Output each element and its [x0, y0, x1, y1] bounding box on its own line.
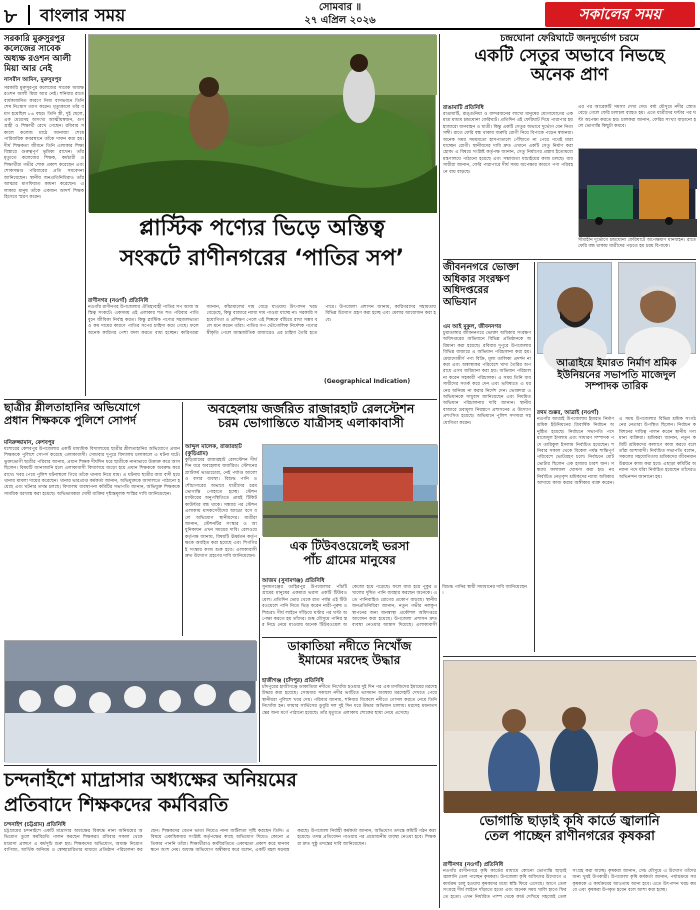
farmer-2-head [350, 54, 368, 72]
story-union-body [537, 410, 696, 650]
drowning-byline: হাজীগঞ্জ (চাঁদপুর) প্রতিনিধি [262, 678, 324, 684]
fuel-headline-2: তেল পাচ্ছেন রাণীনগরের কৃষকরা [484, 828, 655, 844]
ferry-text: রাঙামাটি, রাঙ্গুনিয়া ও বান্দরবানের লাখো মানুষের যোগাযোগের একমাত্র মাধ্যম চন্দ্রঘোনা ফেরিঘাট। প্রতিদিন এই ফেরিঘাট দিয়ে পারাপার হয় হাজারো যানবাহন ও যাত্রী। কিন্তু একটি সেতুর অভাবে দুর্ভোগ যেন নিত্যসঙ্গী। রাতে ফেরি বন্ধ থাকায় জরুরি রোগী নিয়ে বিপাকে পড়েন স্বজনরা। অনেক সময় সময়মতো হাসপাতালে পৌঁছাতে না পেরে পথেই মারা যাচ্ছেন রোগী। স্থানীয়দের দাবি দ্রুত এখানে একটি সেতু নির্মাণ করা হোক। এ বিষয়ে সংশ্লিষ্ট কর্তৃপক্ষ জানান, সেতু নির্মাণের প্রস্তাব ইতোমধ্যে মন্ত্রণালয়ে পাঠানো হয়েছে এবং সম্ভাব্যতা যাচাইয়ের কাজ চলছে। ব্যবসায়ীরা জানান, ফেরি পারাপারে দীর্ঘ সময় অপেক্ষার কারণে পণ্য পরিবহনে ব্যয় বাড়ছে। [443, 112, 573, 175]
pati-headline-2: সংকটে রাণীনগরের ‘পাতির সপ’ [119, 246, 405, 271]
rail-text: কুড়িগ্রামের রাজারহাট রেলস্টেশন দীর্ঘদিন ধরে অবহেলায় জর্জরিত। স্টেশনের প্ল্যাটফর্ম ভাঙাচোরা, নেই পর্যাপ্ত আলো ও বসার ব্যবস্থা। বিশুদ্ধ পানি ও শৌচাগারের অভাবে যাত্রীদের চরম ভোগান্তি পোহাতে হচ্ছে। স্টেশন মাস্টারের অনুপস্থিতিতে প্রায়ই টিকিট কাউন্টার বন্ধ থাকে। সন্ধ্যার পর স্টেশন এলাকায় মাদকসেবীদের আড্ডা বসে বলে অভিযোগ স্থানীয়দের। যাত্রীরা জানান, স্টেশনটির সংস্কার ও আধুনিকায়ন এখন সময়ের দাবি। রেলওয়ে কর্তৃপক্ষ জানায়, বিষয়টি ঊর্ধ্বতন কর্তৃপক্ষকে অবহিত করা হয়েছে এবং শিগগিরই সংস্কার কাজ শুরু হবে। এলাকাবাসী দ্রুত উদ্যোগ গ্রহণের দাবি জানিয়েছেন। [185, 458, 257, 560]
truck-1 [587, 185, 633, 219]
photo-bg [89, 35, 437, 95]
story-tubewell-body [262, 578, 527, 634]
story-rail-head [185, 402, 437, 442]
farmer-1-head [199, 77, 219, 97]
column-rule-4 [182, 402, 183, 636]
consumer-headline-4: অভিযান [443, 296, 477, 308]
consumer-byline: এম আই মুকুল, জীবননগর [443, 324, 502, 330]
column-rule-2 [439, 34, 440, 908]
story-madrasa-body [4, 822, 436, 908]
pati-text: নওগাঁর রাণীনগর উপজেলার ঐতিহ্যবাহী পাতির সপ আজ অস্তিত্ব সংকটে। একসময় এই এলাকার শত শত পরিবার পাতি বুনে জীবিকা নির্বাহ করত। কিন্তু প্লাস্টিক পণ্যের সহজলভ্যতা ও কম দামের কারণে পাতির সপের চাহিদা কমে গেছে। ফলে অনেক কারিগর পেশা বদল করতে বাধ্য হচ্ছেন। কারিগররা জানান, কাঁচামালের দাম বেড়ে যাওয়ায় উৎপাদন খরচ বেড়েছে, কিন্তু বাজারে ন্যায্য দাম পাওয়া যাচ্ছে না। সরকারি সহযোগিতা ও প্রশিক্ষণ পেলে এই শিল্পকে বাঁচিয়ে রাখা সম্ভব বলে মনে করেন তাঁরা। পাতির সপ ভৌগোলিক নির্দেশক পণ্যের স্বীকৃতি পেলে আন্তর্জাতিক বাজারেও এর চাহিদা তৈরি হতে পারে। উপজেলা প্রশাসন জানায়, কারিগরদের সহায়তায় বিভিন্ন উদ্যোগ গ্রহণ করা হচ্ছে এবং মেলার আয়োজন করা হবে। [88, 305, 436, 336]
farmer-1 [189, 90, 229, 150]
madrasa-byline: চন্দনাইশ (চট্টগ্রাম) প্রতিনিধি [4, 822, 66, 828]
story-madrasa-head [4, 768, 436, 820]
consumer-headline-1: জীবননগরে ভোক্তা [443, 262, 519, 273]
station-building [283, 471, 413, 501]
drowning-headline-1: ডাকাতিয়া নদীতে নিখোঁজ [287, 639, 412, 653]
page-number: ৮ [4, 4, 17, 28]
section-title: বাংলার সময় [40, 6, 126, 26]
officer-photo [443, 660, 696, 812]
portrait-photo-1 [537, 262, 612, 354]
rail-headline-2: চরম ভোগান্তিতে যাত্রীসহ এলাকাবাসী [218, 415, 404, 431]
cap-1 [19, 690, 41, 712]
farmers-field-image [89, 35, 437, 213]
column-rule-1 [85, 34, 86, 396]
backdrop [5, 641, 257, 681]
station-roof [283, 467, 413, 473]
ground [263, 501, 438, 537]
ferry-headline-1: একটি সেতুর অভাবে নিভছে [474, 45, 665, 66]
fuel-byline: রাণীনগর (নওগাঁ) প্রতিনিধি [443, 862, 504, 868]
pati-byline: রাণীনগর (নওগাঁ) প্রতিনিধি [88, 298, 149, 304]
masthead [0, 0, 700, 30]
madrasa-text: চট্টগ্রামের চন্দনাইশে একটি মাদ্রাসার অধ্যক্ষের বিরুদ্ধে নানা অনিয়মের অভিযোগ তুলে কর্মবিরতি পালন করছেন শিক্ষকরা। রবিবার সকাল থেকে মাদ্রাসা প্রাঙ্গণে এ কর্মসূচি শুরু হয়। শিক্ষকদের অভিযোগ, অধ্যক্ষ নিয়োগ বাণিজ্য, আর্থিক অনিয়ম ও স্বেচ্ছাচারিতার মাধ্যমে প্রতিষ্ঠান পরিচালনা করছেন। শিক্ষকদের বেতন ভাতা নিয়েও নানা জটিলতা সৃষ্টি করছেন তিনি। এ বিষয়ে একাধিকবার সংশ্লিষ্ট কর্তৃপক্ষের কাছে অভিযোগ দিয়েও কোনো প্রতিকার পাননি তাঁরা। শিক্ষার্থীরাও কর্মবিরতিতে একাত্মতা প্রকাশ করে মানববন্ধনে অংশ নেয়। অধ্যক্ষ অভিযোগ অস্বীকার করে বলেন, একটি মহল ষড়যন্ত্র করছে। উপজেলা নির্বাহী কর্মকর্তা জানান, অভিযোগ তদন্তে কমিটি গঠন করা হয়েছে। তদন্ত প্রতিবেদন পাওয়ার পর প্রয়োজনীয় ব্যবস্থা নেওয়া হবে। শিক্ষকরা দ্রুত সুষ্ঠু তদন্তের দাবি জানিয়েছেন। [4, 829, 436, 854]
tubewell-headline-2: পাঁচ গ্রামের মানুষের [303, 552, 396, 567]
ferry-trucks-photo [578, 148, 696, 236]
story-pati-headline [88, 214, 436, 294]
drowning-text: চাঁদপুরের হাজীগঞ্জে ডাকাতিয়া নদীতে নিখোঁজ হওয়ার দুই দিন পর এক মসজিদের ইমামের মরদেহ উদ্ধার করা হয়েছে। সোমবার সকালে নদীর ভাটিতে ভাসমান অবস্থায় মরদেহটি দেখতে পেয়ে স্থানীয়রা পুলিশে খবর দেয়। পরিবার জানায়, শনিবার বিকেলে নদীতে গোসল করতে নেমে তিনি নিখোঁজ হন। ফায়ার সার্ভিসের ডুবুরি দল দুই দিন ধরে উদ্ধার অভিযান চালায়। মরদেহ ময়নাতদন্তের জন্য মর্গে পাঠানো হয়েছে। তাঁর মৃত্যুতে এলাকায় শোকের ছায়া নেমে এসেছে। [262, 685, 437, 716]
union-byline: রথম শুক্কর, আত্রাই (নওগাঁ) [537, 410, 599, 416]
pati-gi-label: (Geographical Indication) [324, 378, 411, 385]
ferry-kicker: চন্দ্রঘোনা ফেরিঘাটে জনদুর্ভোগ চরমে [500, 33, 639, 44]
ferry-byline: রাঙামাটি প্রতিনিধি [443, 105, 484, 111]
date-label: ২৭ এপ্রিল ২০২৬ [304, 15, 376, 26]
tubewell-text: সুনামগঞ্জের তাহিরপুর উপজেলার পাঁচটি গ্রামের মানুষের একমাত্র ভরসা একটি টিউবওয়েল। প্রতিদিন ভোর থেকে রাত পর্যন্ত এই টিউবওয়েলে পানি নিতে ভিড় করেন নারী-পুরুষ ও শিশুরা। দীর্ঘ লাইনে দাঁড়িয়ে ঘণ্টার পর ঘণ্টা অপেক্ষা করতে হয় তাঁদের। শুষ্ক মৌসুমে পানির স্তর নিচে নেমে যাওয়ায় অনেক টিউবওয়েল অকেজো হয়ে পড়েছে। ফলে বাধ্য হয়ে পুকুর ও খালের দূষিত পানি ব্যবহার করছেন অনেকে। এতে পানিবাহিত রোগের প্রকোপ বাড়ছে। স্থানীয় জনপ্রতিনিধিরা জানান, নতুন গভীর নলকূপ স্থাপনের জন্য জনস্বাস্থ্য প্রকৌশল অধিদপ্তরে আবেদন করা হয়েছে। উপজেলা প্রশাসন দ্রুত ব্যবস্থা নেওয়ার আশ্বাস দিয়েছে। এলাকাবাসী বিশুদ্ধ পানির স্থায়ী সমাধানের দাবি জানিয়েছেন। [262, 585, 527, 629]
story-ferry-body-left [443, 105, 573, 245]
row-rule-1 [4, 399, 437, 400]
woman-head [630, 709, 658, 737]
day-label: সোমবার ॥ [318, 2, 362, 13]
fuel-headline-1: ভোগান্তি ছাড়াই কৃষি কার্ডে জ্বালানি [479, 814, 660, 829]
madrasa-crowd-photo [4, 640, 256, 762]
cap-5 [159, 690, 181, 712]
rail-headline-1: অবহেলায় জর্জরিত রাজারহাট রেলস্টেশন [207, 401, 415, 416]
tubewell-headline-1: এক টিউবওয়েলেই ভরসা [289, 539, 410, 553]
cap-6 [194, 684, 216, 706]
rail-station-photo [262, 444, 437, 536]
drowning-headline-2: ইমামের মরদেহ উদ্ধার [298, 652, 401, 667]
column-rule-3 [534, 262, 535, 652]
union-headline-3: সম্পাদক তারিক [585, 381, 648, 392]
story-headmaster-head [4, 402, 180, 440]
madrasa-headline-2: প্রতিবাদে শিক্ষকদের কর্মবিরতি [4, 794, 229, 816]
story-fuel-head [443, 815, 696, 861]
story-consumer-body [443, 324, 531, 654]
date-block [240, 1, 440, 27]
column-rule-5 [259, 538, 260, 762]
story-ferry-head [443, 34, 696, 104]
masthead-divider [28, 5, 30, 25]
tubewell-byline: আজম (সুনামগঞ্জ) প্রতিনিধি [262, 578, 325, 584]
man-center-head [562, 707, 586, 731]
headmaster-headline-1: ছাত্রীর শ্লীলতাহানির অভিযোগে [4, 401, 140, 414]
story-rail-body-left [185, 444, 257, 634]
rail-track [263, 515, 438, 518]
rail-byline: আব্দুল মালেক, রাজারহাট (কুড়িগ্রাম) [185, 444, 242, 457]
madrasa-headline-1: চন্দনাইশে মাদ্রাসার অধ্যক্ষের অনিয়মের [4, 769, 297, 791]
obituary-byline: নাসরীন আমিন, মুরুসুরপুর [4, 77, 62, 83]
farmer-2 [343, 67, 375, 123]
pati-headline-1: প্লাস্টিক পণ্যের ভিড়ে অস্তিত্ব [139, 216, 385, 241]
headmaster-byline: মনিরুজ্জামান, কেশবপুর [4, 440, 55, 446]
consumer-headline-2: অধিকার সংরক্ষণ [443, 273, 510, 285]
portrait-1-image [538, 263, 613, 355]
desk [444, 791, 697, 813]
consumer-text: চুয়াডাঙ্গার জীবননগরে ভোক্তা অধিকার সংরক্ষণ অধিদপ্তরের অভিযানে বিভিন্ন প্রতিষ্ঠানকে জরিমানা করা হয়েছে। রবিবার দুপুরে উপজেলার বিভিন্ন বাজারে এ অভিযান পরিচালনা করা হয়। মেয়াদোত্তীর্ণ পণ্য বিক্রি, মূল্য তালিকা প্রদর্শন না করা এবং অস্বাস্থ্যকর পরিবেশে খাদ্য তৈরির অপরাধে এসব জরিমানা করা হয়। অভিযান পরিচালনা করেন সহকারী পরিচালক। এ সময় তিনি ব্যবসায়ীদের সতর্ক করে দেন এবং ভবিষ্যতে এ ধরনের অনিয়ম না করার নির্দেশ দেন। ভোক্তারা এ অভিযানকে সাধুবাদ জানিয়েছেন এবং নিয়মিত অভিযান পরিচালনার দাবি জানান। স্থানীয় বাজারে দ্রব্যমূল্য নিয়ন্ত্রণে প্রশাসনের এ উদ্যোগ প্রশংসিত হয়েছে। অভিযানে পুলিশ সদস্যরা সহযোগিতা করেন। [443, 331, 531, 426]
farmers-field-photo [88, 34, 436, 212]
story-union-head [537, 358, 696, 408]
union-headline-1: আত্রাইয়ে ইমারত নির্মাণ শ্রমিক [556, 358, 677, 369]
ferry-trucks-image [579, 149, 697, 237]
rail-station-image [263, 445, 438, 537]
portrait-2-image [619, 263, 697, 355]
ferry-text-2: এর পর আরেকটি সমস্যা দেখা দেয়। বর্ষা মৌসুমে নদীর স্রোত বেড়ে গেলে ফেরি চলাচল ব্যাহত হয়। এতে যাত্রীদের ঘণ্টার পর ঘণ্টা অপেক্ষা করতে হয়। চালকরা জানান, ফেরির সংখ্যা বাড়ানো হলে ভোগান্তি কিছুটা কমবে। [578, 105, 696, 130]
story-consumer-head [443, 262, 531, 322]
story-drowning-head [262, 640, 437, 676]
story-tubewell-head [262, 540, 437, 576]
wheel-2 [665, 217, 673, 225]
headmaster-text: যশোরের কেশবপুর উপজেলার একটি মাধ্যমিক বিদ্যালয়ের ছাত্রীর শ্লীলতাহানির অভিযোগে প্রধান শিক্ষককে পুলিশে সোপর্দ করেছে এলাকাবাসী। সোমবার দুপুরে বিদ্যালয় চলাকালে এ ঘটনা ঘটে। ভুক্তভোগী ছাত্রীর পরিবার জানায়, প্রধান শিক্ষক দীর্ঘদিন ধরে ছাত্রীকে নানাভাবে উত্ত্যক্ত করে আসছিলেন। বিষয়টি জানাজানি হলে এলাকাবাসী বিদ্যালয়ে জড়ো হয়ে প্রধান শিক্ষককে অবরুদ্ধ করে রাখে। খবর পেয়ে পুলিশ ঘটনাস্থলে গিয়ে তাঁকে থানায় নিয়ে যায়। এ ঘটনায় ছাত্রীর বাবা বাদী হয়ে থানায় মামলা দায়ের করেছেন। থানার ভারপ্রাপ্ত কর্মকর্তা জানান, অভিযুক্তকে আদালতে পাঠানো হয়েছে এবং ঘটনার তদন্ত চলছে। বিদ্যালয় ব্যবস্থাপনা কমিটির সভাপতি জানান, অভিযুক্ত শিক্ষককে সাময়িক বরখাস্ত করা হয়েছে। অভিভাবকরা দোষী ব্যক্তির দৃষ্টান্তমূলক শাস্তির দাবি জানিয়েছেন। [4, 447, 180, 497]
cap-2 [54, 685, 76, 707]
cap-7 [229, 690, 251, 712]
story-obituary [4, 34, 84, 234]
ferry-photo-caption: সীমাহীন দুর্ভোগে চন্দ্রঘোনা ফেরিঘাটে অপেক্ষমাণ যানবাহন। রাতে ফেরি বন্ধ থাকায় যাত্রীদের পড়তে হয় চরম বিপাকে। [578, 238, 696, 250]
cap-3 [89, 692, 111, 714]
white-robes [5, 713, 257, 763]
union-text: নওগাঁর আত্রাই উপজেলায় ইমারত নির্মাণ শ্রমিক ইউনিয়নের ত্রিবার্ষিক নির্বাচন অনুষ্ঠিত হয়েছে। নির্বাচনে সভাপতি পদে মাজেদুল ইসলাম এবং সাধারণ সম্পাদক পদে তারিকুল ইসলাম নির্বাচিত হয়েছেন। শনিবার সকাল থেকে বিকেল পর্যন্ত শান্তিপূর্ণ পরিবেশে ভোটগ্রহণ চলে। নির্বাচনে মোট ভোটার ছিলেন এক হাজার চারশ জন। সন্ধ্যায় ফলাফল ঘোষণা করা হয়। নবনির্বাচিত নেতৃবৃন্দ শ্রমিকদের ন্যায্য অধিকার আদায়ে কাজ করার অঙ্গীকার ব্যক্ত করেন। এ সময় উপজেলার বিভিন্ন শ্রমিক সংগঠনের নেতারা উপস্থিত ছিলেন। নির্বাচন কমিশনের দায়িত্ব পালন করেন স্থানীয় গণ্যমান্য ব্যক্তিরা। শ্রমিকরা জানান, নতুন কমিটি শ্রমিকদের কল্যাণে কাজ করবে বলে তাঁরা আশাবাদী। নির্বাচিত সভাপতি বলেন, সকলের সহযোগিতায় শ্রমিকদের জীবনমান উন্নয়নে কাজ করা হবে। এছাড়া কমিটির অন্যান্য পদে যাঁরা নির্বাচিত হয়েছেন তাঁদেরও অভিনন্দন জানানো হয়। [537, 417, 696, 487]
story-ferry-body-right [578, 105, 696, 145]
row-rule-5 [262, 637, 437, 638]
ferry-headline-2: অনেক প্রাণ [530, 65, 609, 86]
row-rule-2 [443, 259, 696, 260]
story-fuel-body [443, 862, 696, 908]
obituary-headline: সরকারি মুরুসুরপুর কলেজের সাবেক অধ্যক্ষ রওশন আলী মিয়া আর নেই [4, 34, 72, 74]
officer-image [444, 661, 697, 813]
cap-4 [124, 686, 146, 708]
row-rule-4 [4, 765, 437, 766]
story-pati-body [88, 298, 436, 398]
madrasa-crowd-image [5, 641, 257, 763]
man-left-head [502, 709, 526, 733]
story-drowning-body [262, 678, 437, 762]
fuel-text: নওগাঁর রাণীনগরে কৃষি কার্ডের মাধ্যমে কোনো ভোগান্তি ছাড়াই জ্বালানি তেল পাচ্ছেন কৃষকরা। উপজেলা কৃষি অফিসের উদ্যোগে এ কার্যক্রম চালু হওয়ায় কৃষকদের মধ্যে স্বস্তি ফিরে এসেছে। আগে তেল সংগ্রহে দীর্ঘ লাইনে দাঁড়াতে হতো এবং অনেক সময় খালি হাতে ফিরতে হতো। এখন নির্ধারিত পাম্প থেকে কার্ড দেখিয়ে সহজেই তেল সংগ্রহ করা যাচ্ছে। কৃষকরা জানান, সেচ মৌসুমে এ উদ্যোগ তাঁদের জন্য খুবই উপকারী। উপজেলা কৃষি কর্মকর্তা জানান, পর্যায়ক্রমে সব কৃষককে এ কার্যক্রমের আওতায় আনা হবে। এতে উৎপাদন খরচ কমবে এবং কৃষকরা উপকৃত হবেন বলে আশা করা হচ্ছে। [443, 869, 696, 900]
obituary-body: সরকারি মুরুসুরপুর কলেজের সাবেক অধ্যক্ষ রওশন আলী মিয়া আর নেই। শনিবার রাতে বার্ধক্যজনিত কারণে নিজ বাসভবনে তিনি শেষ নিঃশ্বাস ত্যাগ করেন। মৃত্যুকালে তাঁর বয়স হয়েছিল ৮৬ বছর। তিনি স্ত্রী, দুই ছেলে, এক মেয়েসহ অসংখ্য আত্মীয়স্বজন, গুণগ্রাহী ও শিক্ষার্থী রেখে গেছেন। রবিবার সকালে কলেজ মাঠে জানাজা শেষে পারিবারিক কবরস্থানে তাঁকে দাফন করা হয়। দীর্ঘ শিক্ষকতা জীবনে তিনি এলাকার শিক্ষা বিস্তারে গুরুত্বপূর্ণ ভূমিকা রাখেন। তাঁর মৃত্যুতে কলেজের শিক্ষক, কর্মচারী ও শিক্ষার্থীরা গভীর শোক প্রকাশ করেছেন এবং শোকসন্তপ্ত পরিবারের প্রতি সমবেদনা জানিয়েছেন। স্থানীয় জনপ্রতিনিধিরাও তাঁর আত্মার মাগফিরাত কামনা করেছেন। এলাকার মানুষ তাঁকে একজন আদর্শ শিক্ষক হিসেবে স্মরণ করেন। [4, 86, 84, 200]
row-rule-3 [443, 656, 696, 657]
story-headmaster-body [4, 440, 180, 636]
portrait-photo-2 [618, 262, 696, 354]
headmaster-headline-2: প্রধান শিক্ষককে পুলিশে সোপর্দ [4, 413, 136, 427]
union-headline-2: ইউনিয়নের সভাপতি মাজেদুল [557, 369, 676, 381]
truck-2 [639, 179, 689, 219]
wheel-1 [595, 217, 603, 225]
newspaper-logo: সকালের সময় [545, 2, 695, 27]
consumer-headline-3: অধিদপ্তরের [443, 285, 489, 296]
